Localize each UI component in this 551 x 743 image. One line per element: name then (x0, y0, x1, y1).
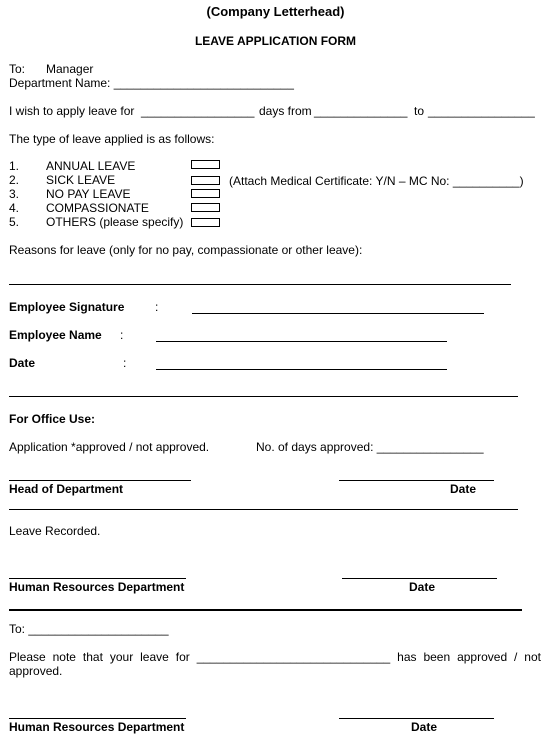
leave-types-intro: The type of leave applied is as follows: (9, 132, 215, 146)
leave-type-number: 5. (9, 215, 20, 229)
notice-suffix: has been approved / not (397, 650, 541, 664)
annual-leave-checkbox[interactable] (191, 160, 220, 169)
leave-type-annual: ANNUAL LEAVE (46, 159, 136, 173)
notice-leave-field[interactable]: _____________________________ (196, 650, 391, 664)
leave-type-number: 4. (9, 201, 20, 215)
to-label: To: (9, 62, 26, 76)
head-of-department-label: Head of Department (9, 482, 124, 496)
leave-days-field[interactable]: _________________ (141, 104, 255, 118)
hr-date-label: Date (409, 580, 436, 594)
reasons-label: Reasons for leave (only for no pay, compassionate or other leave): (9, 243, 363, 257)
to-value: Manager (46, 62, 94, 76)
hr-department-label: Human Resources Department (9, 580, 185, 594)
colon: : (120, 328, 124, 342)
leave-type-number: 1. (9, 159, 20, 173)
office-use-heading: For Office Use: (9, 412, 96, 426)
to-date-field[interactable]: ________________ (428, 104, 535, 118)
to-label-2: to (414, 104, 425, 118)
notice-date-label: Date (411, 720, 438, 734)
notice-to-field[interactable]: To: _____________________ (9, 622, 169, 636)
colon: : (155, 300, 159, 314)
notice-hr-signature-line[interactable] (9, 718, 186, 719)
leave-recorded-label: Leave Recorded. (9, 524, 101, 538)
department-name-field[interactable]: Department Name: ___________________________ (9, 76, 294, 90)
others-checkbox[interactable] (191, 218, 220, 227)
employee-signature-line[interactable] (192, 313, 484, 314)
divider (9, 396, 518, 397)
notice-line (9, 650, 541, 664)
hod-date-label: Date (450, 482, 477, 496)
hr-date-line[interactable] (342, 578, 497, 579)
employee-date-line[interactable] (156, 369, 447, 370)
notice-hr-department-label: Human Resources Department (9, 720, 185, 734)
leave-type-number: 3. (9, 187, 20, 201)
leave-type-compassionate: COMPASSIONATE (46, 201, 149, 215)
leave-type-others: OTHERS (please specify) (46, 215, 184, 229)
hod-date-line[interactable] (339, 480, 494, 481)
employee-name-label: Employee Name (9, 328, 102, 342)
leave-type-number: 2. (9, 173, 20, 187)
no-pay-leave-checkbox[interactable] (191, 189, 220, 198)
application-status[interactable]: Application *approved / not approved. (9, 440, 210, 454)
hr-signature-line[interactable] (9, 578, 186, 579)
employee-signature-label: Employee Signature (9, 300, 125, 314)
notice-prefix: Please note that your leave for (9, 650, 190, 664)
from-date-field[interactable]: ______________ (314, 104, 408, 118)
notice-date-line[interactable] (339, 718, 494, 719)
employee-date-label: Date (9, 356, 36, 370)
divider (9, 509, 518, 510)
reasons-line[interactable] (9, 284, 511, 285)
days-from-label: days from (259, 104, 312, 118)
section-divider (9, 609, 522, 611)
notice-line-2: approved. (9, 664, 63, 678)
company-letterhead: (Company Letterhead) (206, 4, 345, 19)
leave-type-no-pay: NO PAY LEAVE (46, 187, 131, 201)
compassionate-checkbox[interactable] (191, 203, 220, 212)
leave-type-sick: SICK LEAVE (46, 173, 116, 187)
apply-prefix: I wish to apply leave for (9, 104, 135, 118)
medical-certificate-note[interactable]: (Attach Medical Certificate: Y/N – MC No: __________) (229, 174, 524, 188)
days-approved-field[interactable]: No. of days approved: ________________ (256, 440, 484, 454)
employee-name-line[interactable] (156, 341, 447, 342)
sick-leave-checkbox[interactable] (191, 176, 220, 185)
colon: : (123, 356, 127, 370)
hod-signature-line[interactable] (9, 480, 191, 481)
form-title: LEAVE APPLICATION FORM (194, 34, 357, 48)
